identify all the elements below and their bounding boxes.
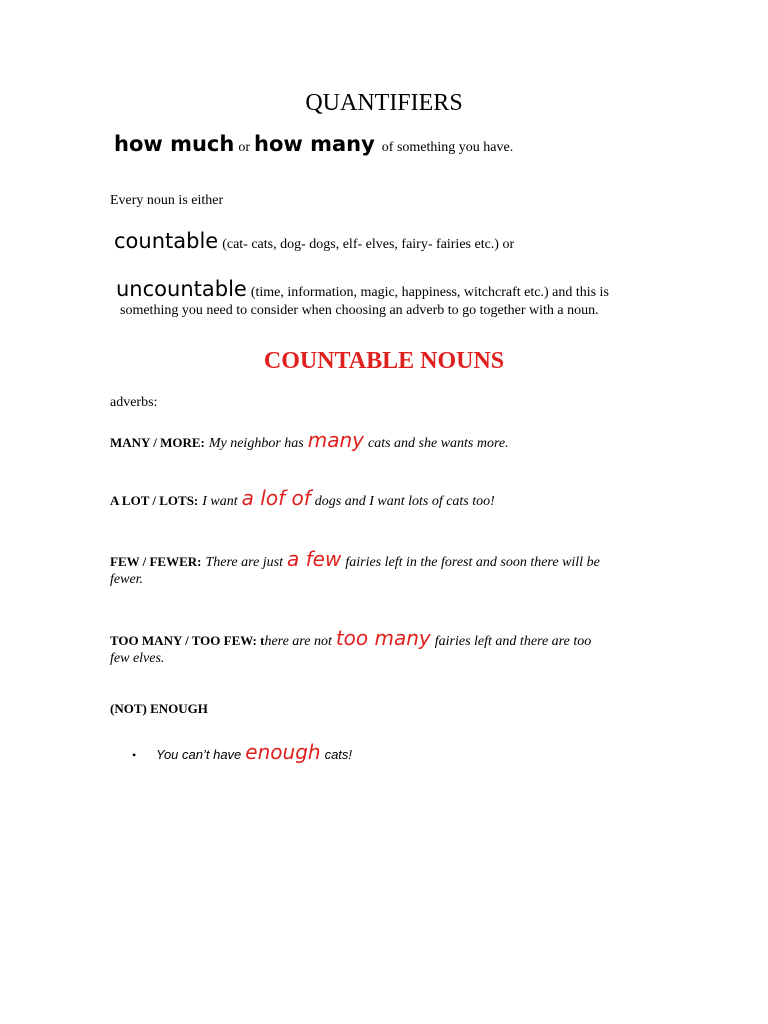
example-text-pre: You can’t have [156, 747, 242, 762]
intro-rest: of something you have. [381, 140, 514, 155]
example-text-pre: here are not [264, 634, 332, 649]
section-title: COUNTABLE NOUNS [263, 348, 505, 374]
example-a-lot-lots [110, 486, 495, 510]
example-text-post: fairies left in the forest and soon there will be [345, 555, 600, 570]
example-highlight: enough [245, 740, 321, 764]
intro-line [114, 132, 513, 156]
uncountable-line [116, 277, 609, 301]
example-many-more [110, 428, 509, 452]
countable-term: countable [114, 229, 219, 253]
countable-line [114, 229, 514, 253]
example-label: MANY / MORE: [110, 435, 205, 450]
example-highlight: a lof of [241, 486, 311, 510]
example-text-pre: I want [202, 494, 238, 509]
enough-label: (NOT) ENOUGH [110, 701, 208, 716]
adverbs-label: adverbs: [110, 395, 158, 410]
bullet-icon: • [132, 748, 137, 762]
how-much-term: how much [114, 132, 235, 156]
example-label: A LOT / LOTS: [110, 493, 199, 508]
example-text-pre: My neighbor has [208, 436, 304, 451]
example-few-fewer [110, 547, 600, 571]
example-highlight: many [307, 428, 364, 452]
enough-example [156, 740, 352, 764]
example-text-post: cats and she wants more. [367, 436, 509, 451]
how-many-term: how many [254, 132, 375, 156]
example-label: FEW / FEWER: [110, 554, 202, 569]
example-text-pre: There are just [205, 555, 284, 570]
example-text-post: fairies left and there are too [434, 634, 592, 649]
every-noun-text: Every noun is either [110, 193, 224, 208]
uncountable-line2: something you need to consider when choosing an adverb to go together with a noun. [120, 303, 599, 318]
example-highlight: too many [335, 626, 431, 650]
example-too-many-line2: few elves. [110, 651, 165, 666]
example-too-many-too-few [110, 626, 591, 650]
or-word: or [238, 140, 250, 155]
example-label: TOO MANY / TOO FEW: t [110, 633, 265, 648]
uncountable-term: uncountable [116, 277, 247, 301]
page-title: QUANTIFIERS [305, 90, 463, 116]
example-text-post: dogs and I want lots of cats too! [314, 494, 495, 509]
uncountable-examples: (time, information, magic, happiness, witchcraft etc.) and this is [250, 285, 609, 300]
example-text-post: cats! [324, 747, 353, 762]
example-few-fewer-line2: fewer. [110, 572, 144, 587]
example-highlight: a few [287, 547, 342, 571]
countable-examples: (cat- cats, dog- dogs, elf- elves, fairy- fairies etc.) or [222, 237, 515, 252]
